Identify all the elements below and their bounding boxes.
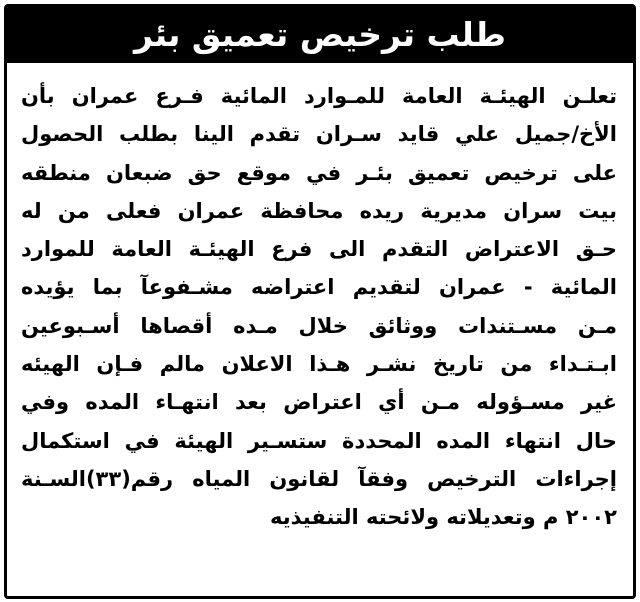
notice-line: بيت سران مديرية ريده محافظة عمران فعلى من له [21, 198, 617, 223]
notice-body [21, 77, 617, 537]
notice-title: طلب ترخيص تعميق بئر [134, 15, 506, 54]
notice-line: مـن مسـتندات ووثائق خلال مـده أقصاها أسـبوعين [21, 313, 617, 338]
notice-line: على ترخيص تعميق بئـر في موقع حق ضبعان منطقه [21, 160, 617, 185]
notice-line: حـق الاعتراض التقدم الى فرع الهيئـة العامة للموارد [21, 237, 617, 262]
legal-notice [4, 4, 636, 599]
notice-line: غير مسـؤوله مـن أي اعتراض بعد انتهـاء المده وفي [21, 390, 617, 415]
notice-line: إجراءات الترخيص وفقآ لقانون المياه رقم(٣٣)السـنة [21, 466, 617, 491]
notice-line: الأخ/جميل علي قايد سـران تقدم الينا بطلب الحصول [21, 122, 617, 147]
notice-line: ابـتـداء من تاريخ نشـر هـذا الاعلان مالم فـإن الهيئه [21, 352, 617, 377]
notice-line: ٢٠٠٢ م وتعديلاته ولائحته التنفيذيه [270, 505, 617, 530]
notice-title-bar [7, 7, 633, 63]
notice-line: المائية - عمران لتقديم اعتراضه مشـفوعآ بما يؤيده [21, 275, 617, 300]
notice-line: حال انتهاء المده المحددة ستسـير الهيئة في استكمال [21, 428, 617, 453]
notice-line: تعلـن الهيئـة العامة للمـوارد المائية فـرع عمران بأن [21, 84, 617, 108]
